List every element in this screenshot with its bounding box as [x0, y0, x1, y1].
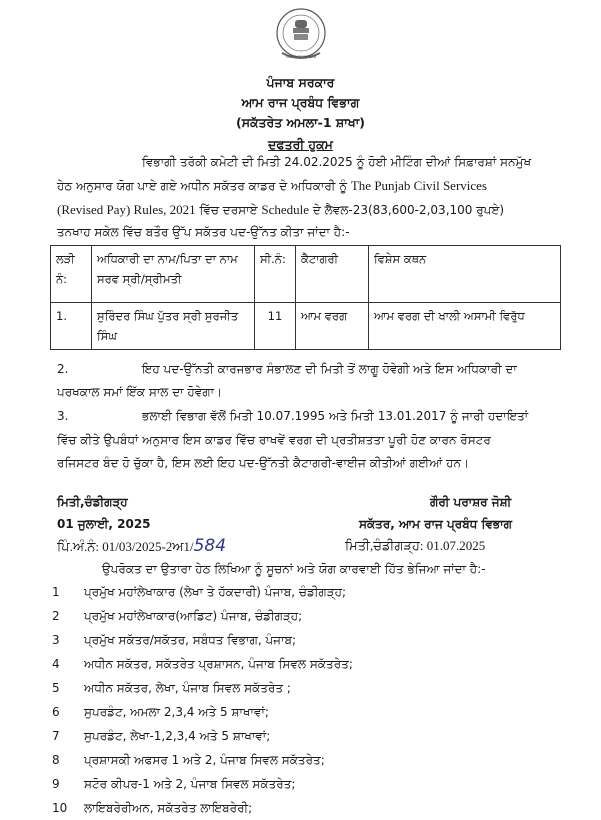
order-title: ਦਫਤਰੀ ਹੁਕਮ	[268, 137, 333, 152]
recipient-number: 9	[52, 777, 60, 791]
header-name-line-2: ਸਰਵ ਸ੍ਰੀ/ਸ੍ਰੀਮਤੀ	[97, 272, 182, 286]
recipient-number: 2	[52, 609, 60, 623]
recipient-item: ਪ੍ਰਮੁੱਖ ਮਹਾਂਲੇਖਾਕਾਰ(ਆਡਿਟ) ਪੰਜਾਬ, ਚੰਡੀਗੜ੍ਹ;	[84, 609, 303, 623]
table-header-row	[51, 246, 561, 303]
signatory-designation: ਸਕੱਤਰ, ਆਮ ਰਾਜ ਪ੍ਰਬੰਧ ਵਿਭਾਗ	[359, 517, 512, 531]
recipient-item: ਪ੍ਰਸ਼ਾਸਕੀ ਅਫਸਰ 1 ਅਤੇ 2, ਪੰਜਾਬ ਸਿਵਲ ਸਕੱਤਰੇਤ;	[84, 753, 325, 767]
header-category: ਕੈਟਾਗਰੀ	[296, 246, 369, 303]
para-3-line-2: ਵਿੱਚ ਕੀਤੇ ਉਪਬੰਧਾਂ ਅਨੁਸਾਰ ਇਸ ਕਾਡਰ ਵਿੱਚ ਰਾਖਵੇਂ ਵਰਗ ਦੀ ਪ੍ਰਤੀਸ਼ਤਤਾ ਪੂਰੀ ਹੋਣ ਕਾਰਨ ਰੋਸਟਰ	[57, 433, 491, 447]
header-name-line-1: ਅਧਿਕਾਰੀ ਦਾ ਨਾਮ/ਪਿਤਾ ਦਾ ਨਾਮ	[97, 252, 238, 266]
recipient-number: 3	[52, 633, 60, 647]
recipient-item: ਸੁਪਰਡੰਟ, ਅਮਲਾ 2,3,4 ਅਤੇ 5 ਸ਼ਾਖਾਵਾਂ;	[84, 705, 269, 719]
intro-line-2-english: The Punjab Civil Services	[350, 178, 487, 193]
para-2-line-1: ਇਹ ਪਦ-ਉੱਨਤੀ ਕਾਰਜਭਾਰ ਸੰਭਾਲਣ ਦੀ ਮਿਤੀ ਤੋਂ ਲਾਗੂ ਹੋਵੇਗੀ ਅਤੇ ਇਸ ਅਧਿਕਾਰੀ ਦਾ	[142, 362, 517, 376]
para-3-line-1: ਭਲਾਈ ਵਿਭਾਗ ਵੱਲੋਂ ਮਿਤੀ 10.07.1995 ਅਤੇ ਮਿਤੀ 13.01.2017 ਨੂੰ ਜਾਰੀ ਹਦਾਇਤਾਂ	[142, 409, 529, 423]
signatory-name: ਗੌਰੀ ਪਰਾਸ਼ਰ ਜੋਸ਼ੀ	[430, 495, 512, 509]
header-serial-line-1: ਲੜੀ	[56, 252, 75, 266]
intro-line-3	[57, 198, 504, 222]
recipient-number: 1	[52, 585, 60, 599]
issue-date: 01 ਜੁਲਾਈ, 2025	[57, 517, 151, 531]
recipient-number: 8	[52, 753, 60, 767]
branch-name: (ਸਕੱਤਰੇਤ ਅਮਲਾ-1 ਸ਼ਾਖਾ)	[235, 115, 365, 130]
cell-name-line-1: ਸੁਰਿੰਦਰ ਸਿੰਘ ਪੁੱਤਰ ਸ੍ਰੀ ਸੁਰਜੀਤ	[97, 309, 239, 323]
endorsement-intro: ਉਪਰੋਕਤ ਦਾ ਉਤਾਰਾ ਹੇਠ ਲਿਖਿਆ ਨੂੰ ਸੂਚਨਾਂ ਅਤੇ ਯੋਗ ਕਾਰਵਾਈ ਹਿੱਤ ਭੇਜਿਆ ਜਾਂਦਾ ਹੈ:-	[102, 562, 486, 576]
header-serial-line-2: ਨੰ:	[56, 272, 68, 286]
cell-serial: 1.	[51, 303, 92, 350]
cell-category: ਆਮ ਵਰਗ	[296, 303, 369, 350]
recipient-item: ਪ੍ਰਮੁੱਖ ਮਹਾਂਲੇਖਾਕਾਰ (ਲੇਖਾ ਤੇ ਹੱਕਦਾਰੀ) ਪੰਜਾਬ, ਚੰਡੀਗੜ੍ਹ;	[84, 585, 347, 599]
recipient-number: 5	[52, 681, 60, 695]
recipient-item: ਸਟੋਰ ਕੀਪਰ-1 ਅਤੇ 2, ਪੰਜਾਬ ਸਿਵਲ ਸਕੱਤਰੇਤ;	[84, 777, 296, 791]
table-row	[51, 303, 561, 350]
header-seniority: ਸੀ.ਨੰ:	[255, 246, 296, 303]
recipient-number: 6	[52, 705, 60, 719]
endorsement-ref-handwritten: 584	[193, 536, 227, 556]
intro-line-3-punjabi: ਵਿੱਚ ਦਰਸਾਏ	[199, 203, 258, 217]
header-remarks: ਵਿਸ਼ੇਸ ਕਥਨ	[369, 246, 561, 303]
cell-remarks: ਆਮ ਵਰਗ ਦੀ ਖਾਲੀ ਅਸਾਮੀ ਵਿਰੁੱਧ	[369, 303, 561, 350]
para-3-number: 3.	[57, 409, 69, 423]
recipient-item: ਲਾਇਬਰੇਰੀਅਨ, ਸਕੱਤਰੇਤ ਲਾਇਬਰੇਰੀ;	[84, 801, 253, 815]
recipient-item: ਅਧੀਨ ਸਕੱਤਰ, ਲੇਖਾ, ਪੰਜਾਬ ਸਿਵਲ ਸਕੱਤਰੇਤ ;	[84, 681, 291, 695]
header-name	[92, 246, 255, 303]
recipient-number: 10	[52, 801, 68, 815]
intro-rules-name: (Revised Pay) Rules, 2021	[57, 202, 196, 217]
state-emblem-icon	[270, 6, 332, 66]
endorsement-ref-label: ਪਿੰ.ਅੰ.ਨੰ: 01/03/2025-2ਅ1/	[57, 539, 194, 554]
recipient-number: 7	[52, 729, 60, 743]
cell-name-line-2: ਸਿੰਘ	[97, 329, 117, 343]
issue-place: ਮਿਤੀ,ਚੰਡੀਗੜ੍ਹ	[57, 495, 128, 509]
intro-line-4: ਤਨਖਾਹ ਸਕੇਲ ਵਿੱਚ ਬਤੌਰ ਉੱਪ ਸਕੱਤਰ ਪਦ-ਉੱਨਤ ਕੀਤਾ ਜਾਂਦਾ ਹੈ:-	[57, 225, 350, 239]
para-2-number: 2.	[57, 362, 69, 376]
endorsement-ref	[57, 534, 226, 559]
intro-line-1: ਵਿਭਾਗੀ ਤਰੱਕੀ ਕਮੇਟੀ ਦੀ ਮਿਤੀ 24.02.2025 ਨੂੰ ਹੋਈ ਮੀਟਿੰਗ ਦੀਆਂ ਸਿਫ਼ਾਰਸ਼ਾਂ ਸਨਮੁੱਖ	[142, 155, 532, 169]
endorsement-date: ਮਿਤੀ,ਚੰਡੀਗੜ੍ਹ: 01.07.2025	[345, 538, 486, 553]
cell-name	[92, 303, 255, 350]
para-2-line-2: ਪਰਖਕਾਲ ਸਮਾਂ ਇੱਕ ਸਾਲ ਦਾ ਹੋਵੇਗਾ।	[57, 385, 223, 399]
intro-line-2-punjabi: ਹੇਠ ਅਨੁਸਾਰ ਯੋਗ ਪਾਏ ਗਏ ਅਧੀਨ ਸਕੱਤਰ ਕਾਡਰ ਦੇ ਅਧਿਕਾਰੀ ਨੂੰ	[57, 179, 348, 193]
recipient-item: ਸੁਪਰਡੰਟ, ਲੇਖਾ-1,2,3,4 ਅਤੇ 5 ਸ਼ਾਖਾਵਾਂ;	[84, 729, 271, 743]
recipient-number: 4	[52, 657, 60, 671]
recipient-item: ਪ੍ਰਮੁੱਖ ਸਕੱਤਰ/ਸਕੱਤਰ, ਸਬੰਧਤ ਵਿਭਾਗ, ਪੰਜਾਬ;	[84, 633, 296, 647]
recipient-item: ਅਧੀਨ ਸਕੱਤਰ, ਸਕੱਤਰੇਤ ਪ੍ਰਸ਼ਾਸਨ, ਪੰਜਾਬ ਸਿਵਲ ਸਕੱਤਰੇਤ;	[84, 657, 353, 671]
svg-text:GOVT OF PUNJAB: GOVT OF PUNJAB	[286, 55, 316, 59]
cell-seniority: 11	[255, 303, 296, 350]
department-name: ਆਮ ਰਾਜ ਪ੍ਰਬੰਧ ਵਿਭਾਗ	[241, 95, 360, 110]
promotion-table	[50, 245, 561, 350]
header-serial	[51, 246, 92, 303]
intro-schedule: Schedule	[261, 202, 310, 217]
government-name: ਪੰਜਾਬ ਸਰਕਾਰ	[266, 75, 335, 90]
intro-line-2	[57, 174, 487, 198]
intro-pay-level: ਦੇ ਲੈਵਲ-23(83,600-2,03,100 ਰੁਪਏ)	[312, 203, 505, 217]
para-3-line-3: ਰਜਿਸਟਰ ਬੰਦ ਹੋ ਚੁੱਕਾ ਹੈ, ਇਸ ਲਈ ਇਹ ਪਦ-ਉੱਨਤੀ ਕੈਟਾਗਰੀ-ਵਾਈਜ ਕੀਤੀਆਂ ਗਈਆਂ ਹਨ।	[57, 456, 470, 470]
